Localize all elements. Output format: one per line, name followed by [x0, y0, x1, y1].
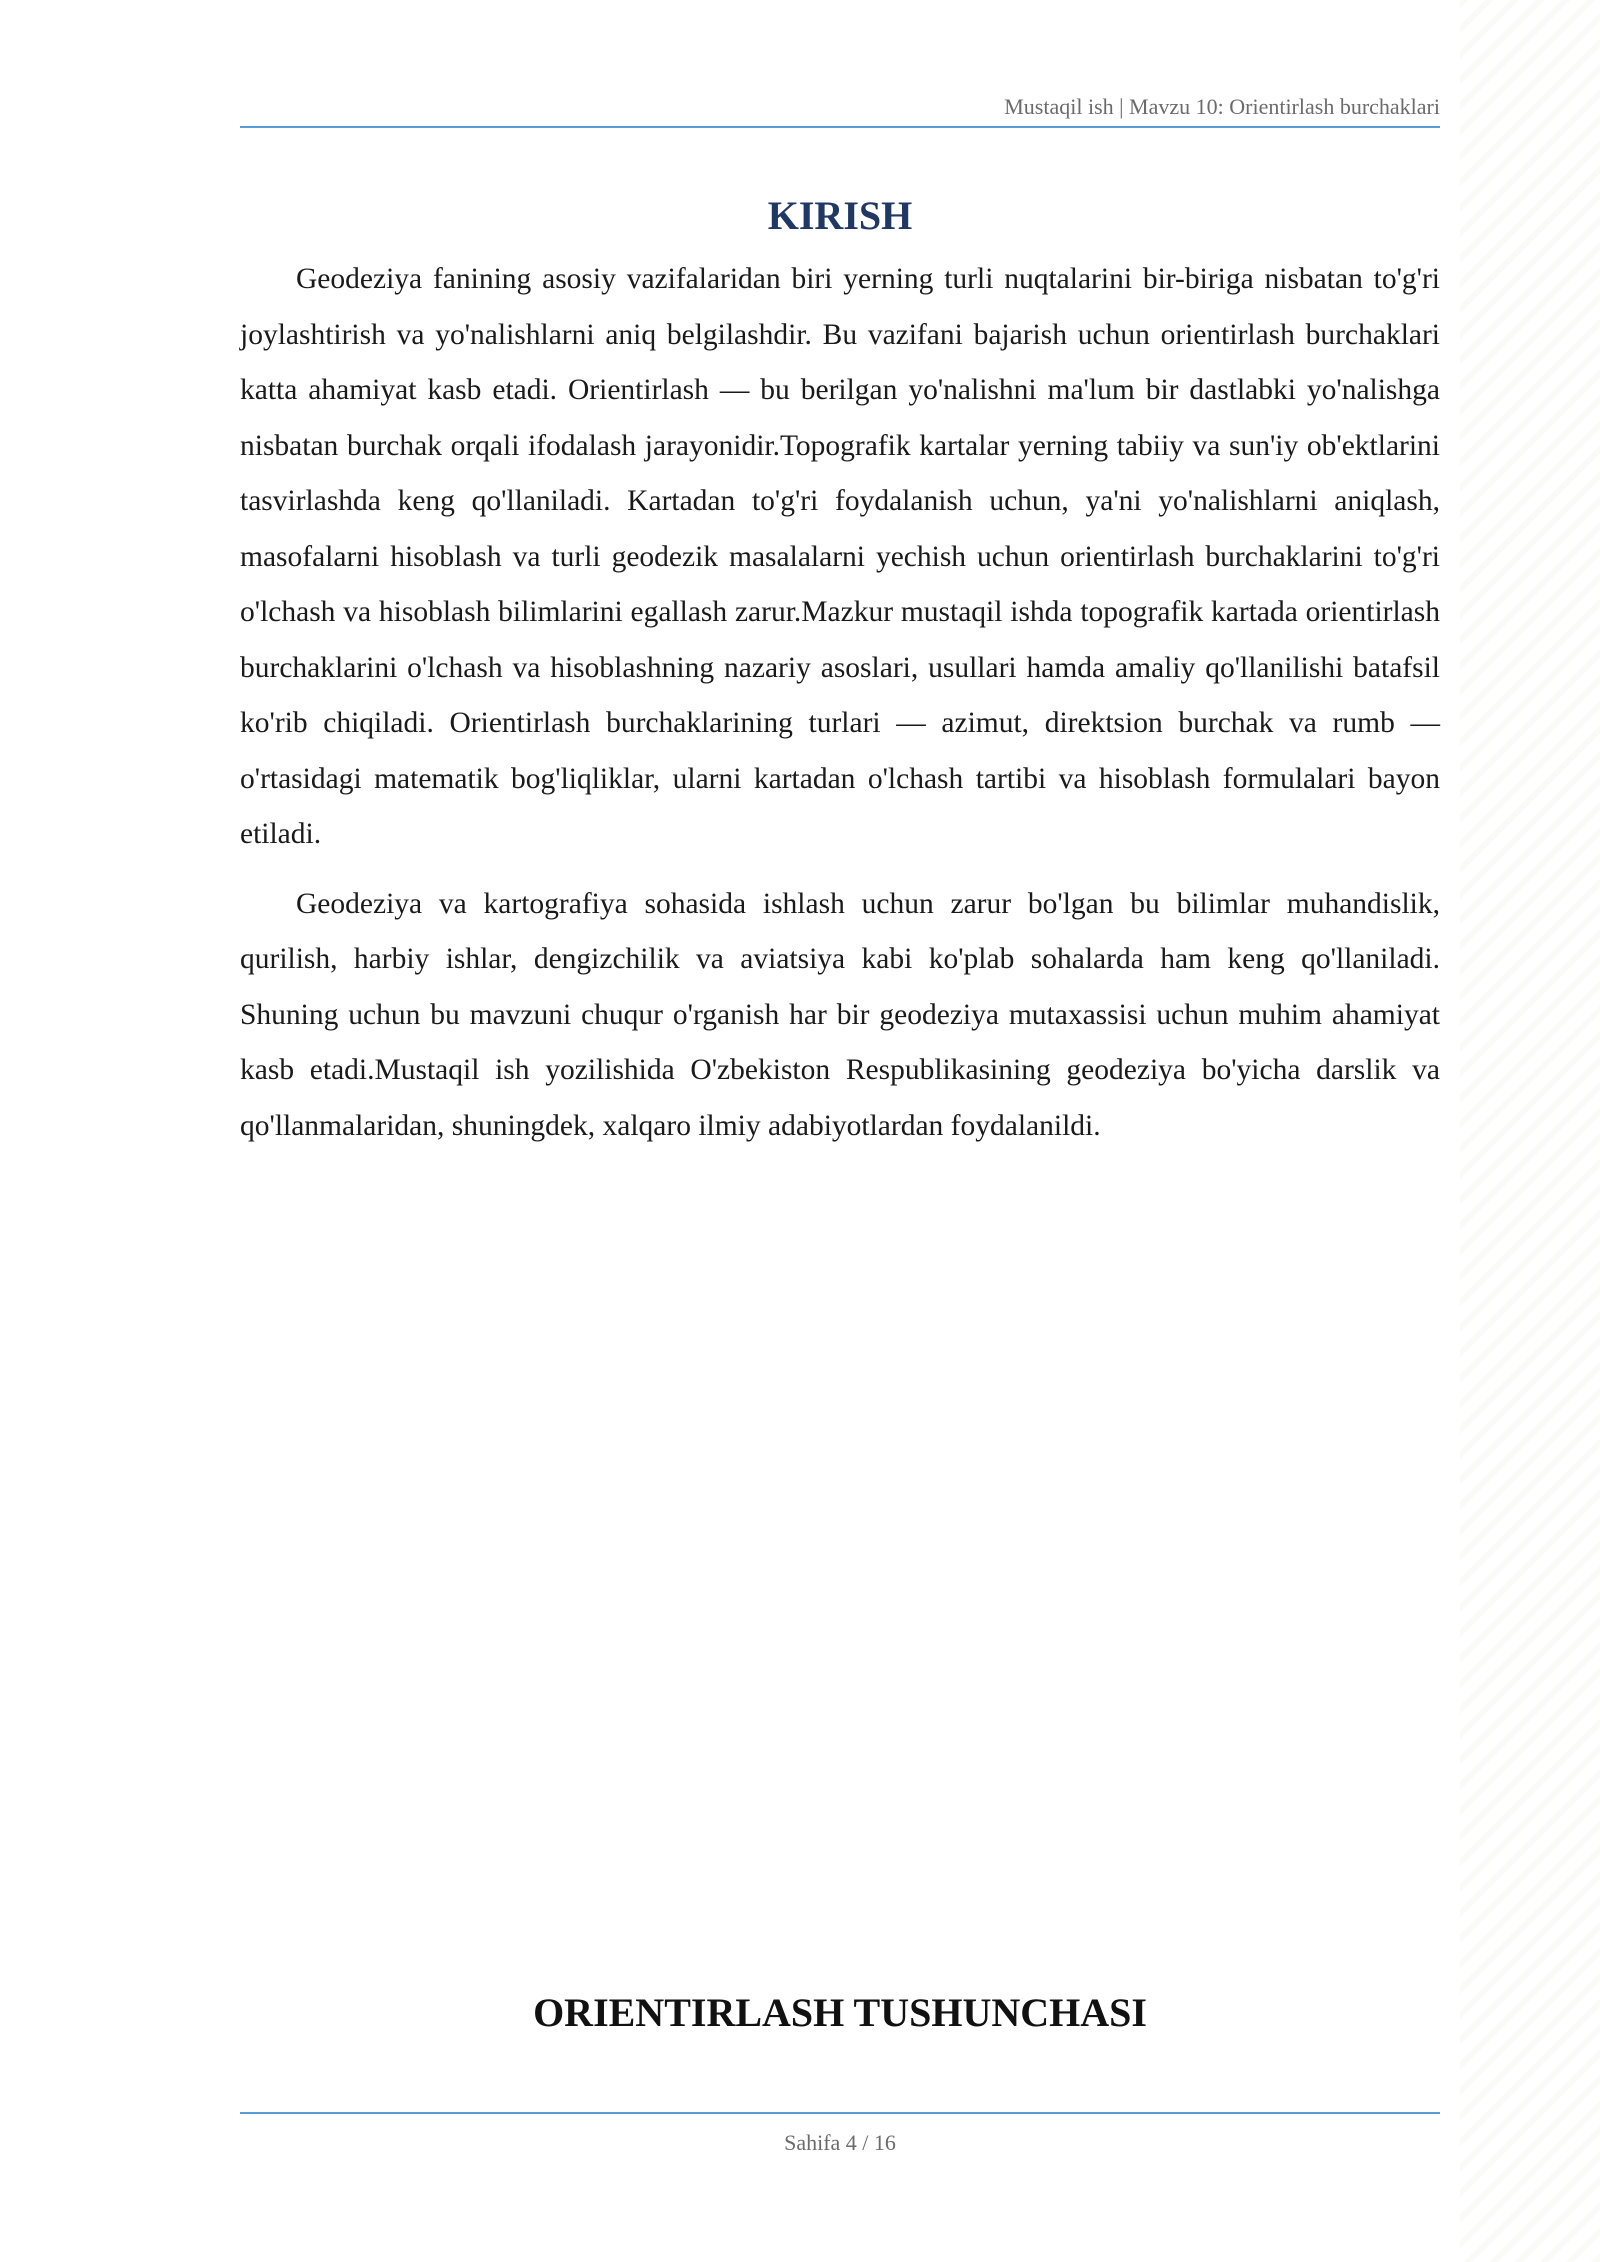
- intro-paragraph-2: Geodeziya va kartografiya sohasida ishlash uchun zarur bo'lgan bu bilimlar muhandislik, qurilish, harbiy ishlar, dengizchilik va aviatsiya kabi ko'plab sohalarda ham keng qo'llaniladi. Shuning uchun bu mavzuni chuqur o'rganish har bir geodeziya mutaxassisi uchun muhim ahamiyat kasb etadi.Mustaqil ish yozilishida O'zbekiston Respublikasining geodeziya bo'yicha darslik va qo'llanmalaridan, shuningdek, xalqaro ilmiy adabiyotlardan foydalanildi.: [240, 887, 1440, 1142]
- header-text: Mustaqil ish | Mavzu 10: Orientirlash burchaklari: [1004, 94, 1440, 119]
- page-number: Sahifa 4 / 16: [784, 2130, 896, 2155]
- page-background-pattern: [1460, 0, 1600, 2262]
- section-title-intro: KIRISH: [767, 193, 913, 238]
- intro-paragraph-1: Geodeziya fanining asosiy vazifalaridan biri yerning turli nuqtalarini bir-biriga nisbatan to'g'ri joylashtirish va yo'nalishlarni aniq belgilashdir. Bu vazifani bajarish uchun orientirlash burchaklari katta ahamiyat kasb etadi. Orientirlash — bu berilgan yo'nalishni ma'lum bir dastlabki yo'nalishga nisbatan burchak orqali ifodalash jarayonidir.Topografik kartalar yerning tabiiy va sun'iy ob'ektlarini tasvirlashda keng qo'llaniladi. Kartadan to'g'ri foydalanish uchun, ya'ni yo'nalishlarni aniqlash, masofalarni hisoblash va turli geodezik masalalarni yechish uchun orientirlash burchaklarini to'g'ri o'lchash va hisoblash bilimlarini egallash zarur.Mazkur mustaqil ishda topografik kartada orientirlash burchaklarini o'lchash va hisoblashning nazariy asoslari, usullari hamda amaliy qo'llanilishi batafsil ko'rib chiqiladi. Orientirlash burchaklarining turlari — azimut, direktsion burchak va rumb — o'rtasidagi matematik bog'liqliklar, ularni kartadan o'lchash tartibi va hisoblash formulalari bayon etiladi.: [240, 263, 1440, 850]
- page-header: [240, 92, 1440, 128]
- main-content: [240, 188, 1440, 1154]
- page-footer: [240, 2112, 1440, 2156]
- section-title-orientation: ORIENTIRLASH TUSHUNCHASI: [533, 1990, 1147, 2036]
